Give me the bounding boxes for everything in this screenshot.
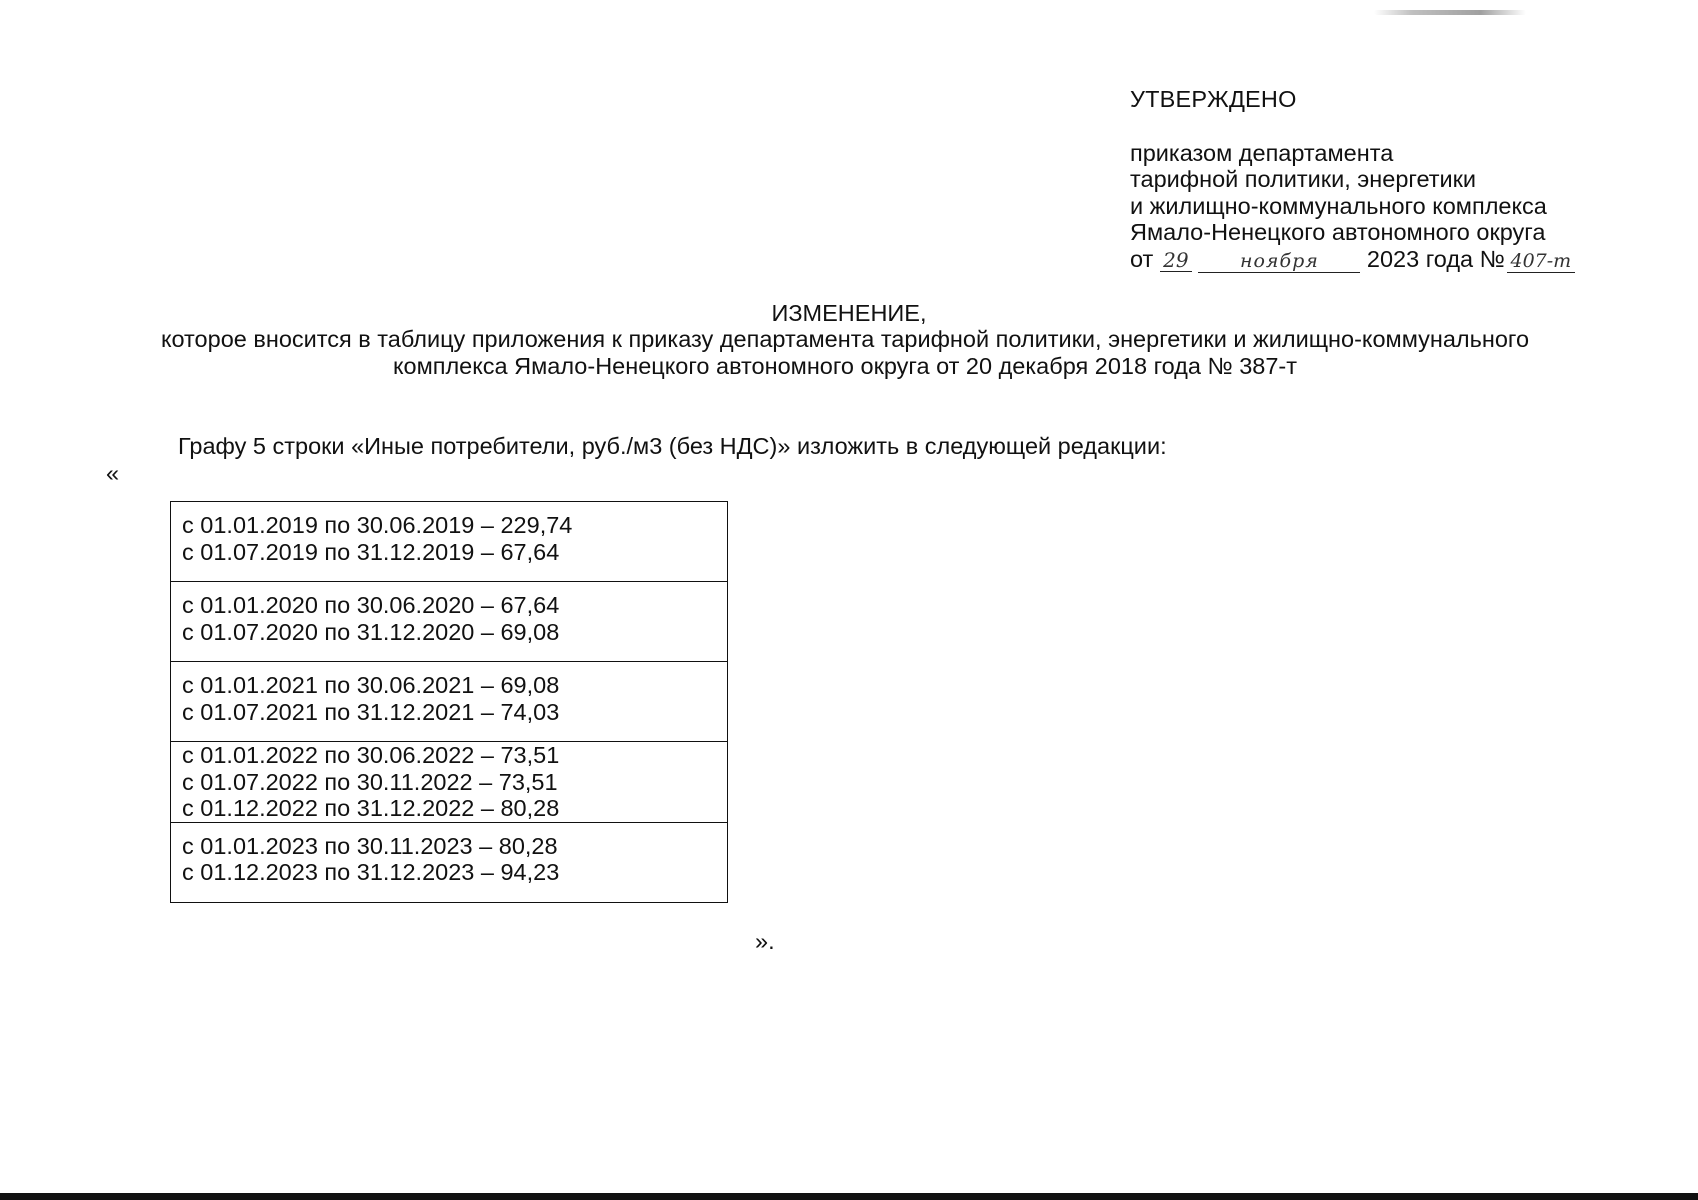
rate-period: с 01.01.2019 по 30.06.2019 – 229,74 [182,512,573,538]
rate-period: с 01.07.2019 по 31.12.2019 – 67,64 [182,538,560,565]
scan-bottom-edge [0,1193,1698,1200]
approval-block [1130,86,1575,273]
table-row [171,662,728,742]
approval-lines [1130,140,1575,273]
table-cell [171,742,728,823]
approval-line: Ямало-Ненецкого автономного округа [1130,219,1546,245]
table-cell [171,662,728,742]
rate-period: с 01.01.2022 по 30.06.2022 – 73,51 [182,742,560,768]
rate-period: с 01.12.2022 по 31.12.2022 – 80,28 [182,795,560,821]
closing-quote: ». [755,928,775,954]
handwritten-order-number: 407-т [1507,250,1575,273]
table-cell [171,822,728,902]
year-text: 2023 года № [1366,245,1505,272]
rate-period: с 01.07.2021 по 31.12.2021 – 74,03 [182,698,560,725]
table-row [171,742,728,823]
approval-date-line [1130,246,1575,273]
approval-line: тарифной политики, энергетики [1130,166,1477,192]
rate-period: с 01.01.2023 по 30.11.2023 – 80,28 [182,832,558,859]
date-prefix: от [1130,245,1154,272]
handwritten-day: 29 [1160,249,1192,272]
scan-artifact-mark [1374,10,1526,15]
rate-period: с 01.07.2022 по 30.11.2022 – 73,51 [182,768,558,795]
instruction-paragraph: Графу 5 строки «Иные потребители, руб./м3 (без НДС)» изложить в следующей редакции: [178,433,1167,459]
document-subtitle: которое вносится в таблицу приложения к приказу департамента тарифной политики, энергетики и жилищно-коммунального комплекса Ямало-Ненецкого автономного округа от 20 декабря 2018 года № 387-т [160,326,1530,379]
table-row [171,582,728,662]
document-title: ИЗМЕНЕНИЕ, [771,300,927,326]
approval-line: и жилищно-коммунального комплекса [1130,192,1547,219]
handwritten-month: ноября [1198,250,1360,273]
rate-period: с 01.01.2021 по 30.06.2021 – 69,08 [182,672,560,698]
rates-table [170,501,728,903]
approval-line: приказом департамента [1130,139,1394,166]
table-cell [171,582,728,662]
rate-period: с 01.07.2020 по 31.12.2020 – 69,08 [182,618,560,645]
approval-heading: УТВЕРЖДЕНО [1130,86,1297,112]
table-row [171,502,728,582]
rate-period: с 01.01.2020 по 30.06.2020 – 67,64 [182,592,560,618]
opening-quote: « [106,460,120,486]
table-row [171,822,728,902]
table-cell [171,502,728,582]
rate-period: с 01.12.2023 по 31.12.2023 – 94,23 [182,859,560,885]
